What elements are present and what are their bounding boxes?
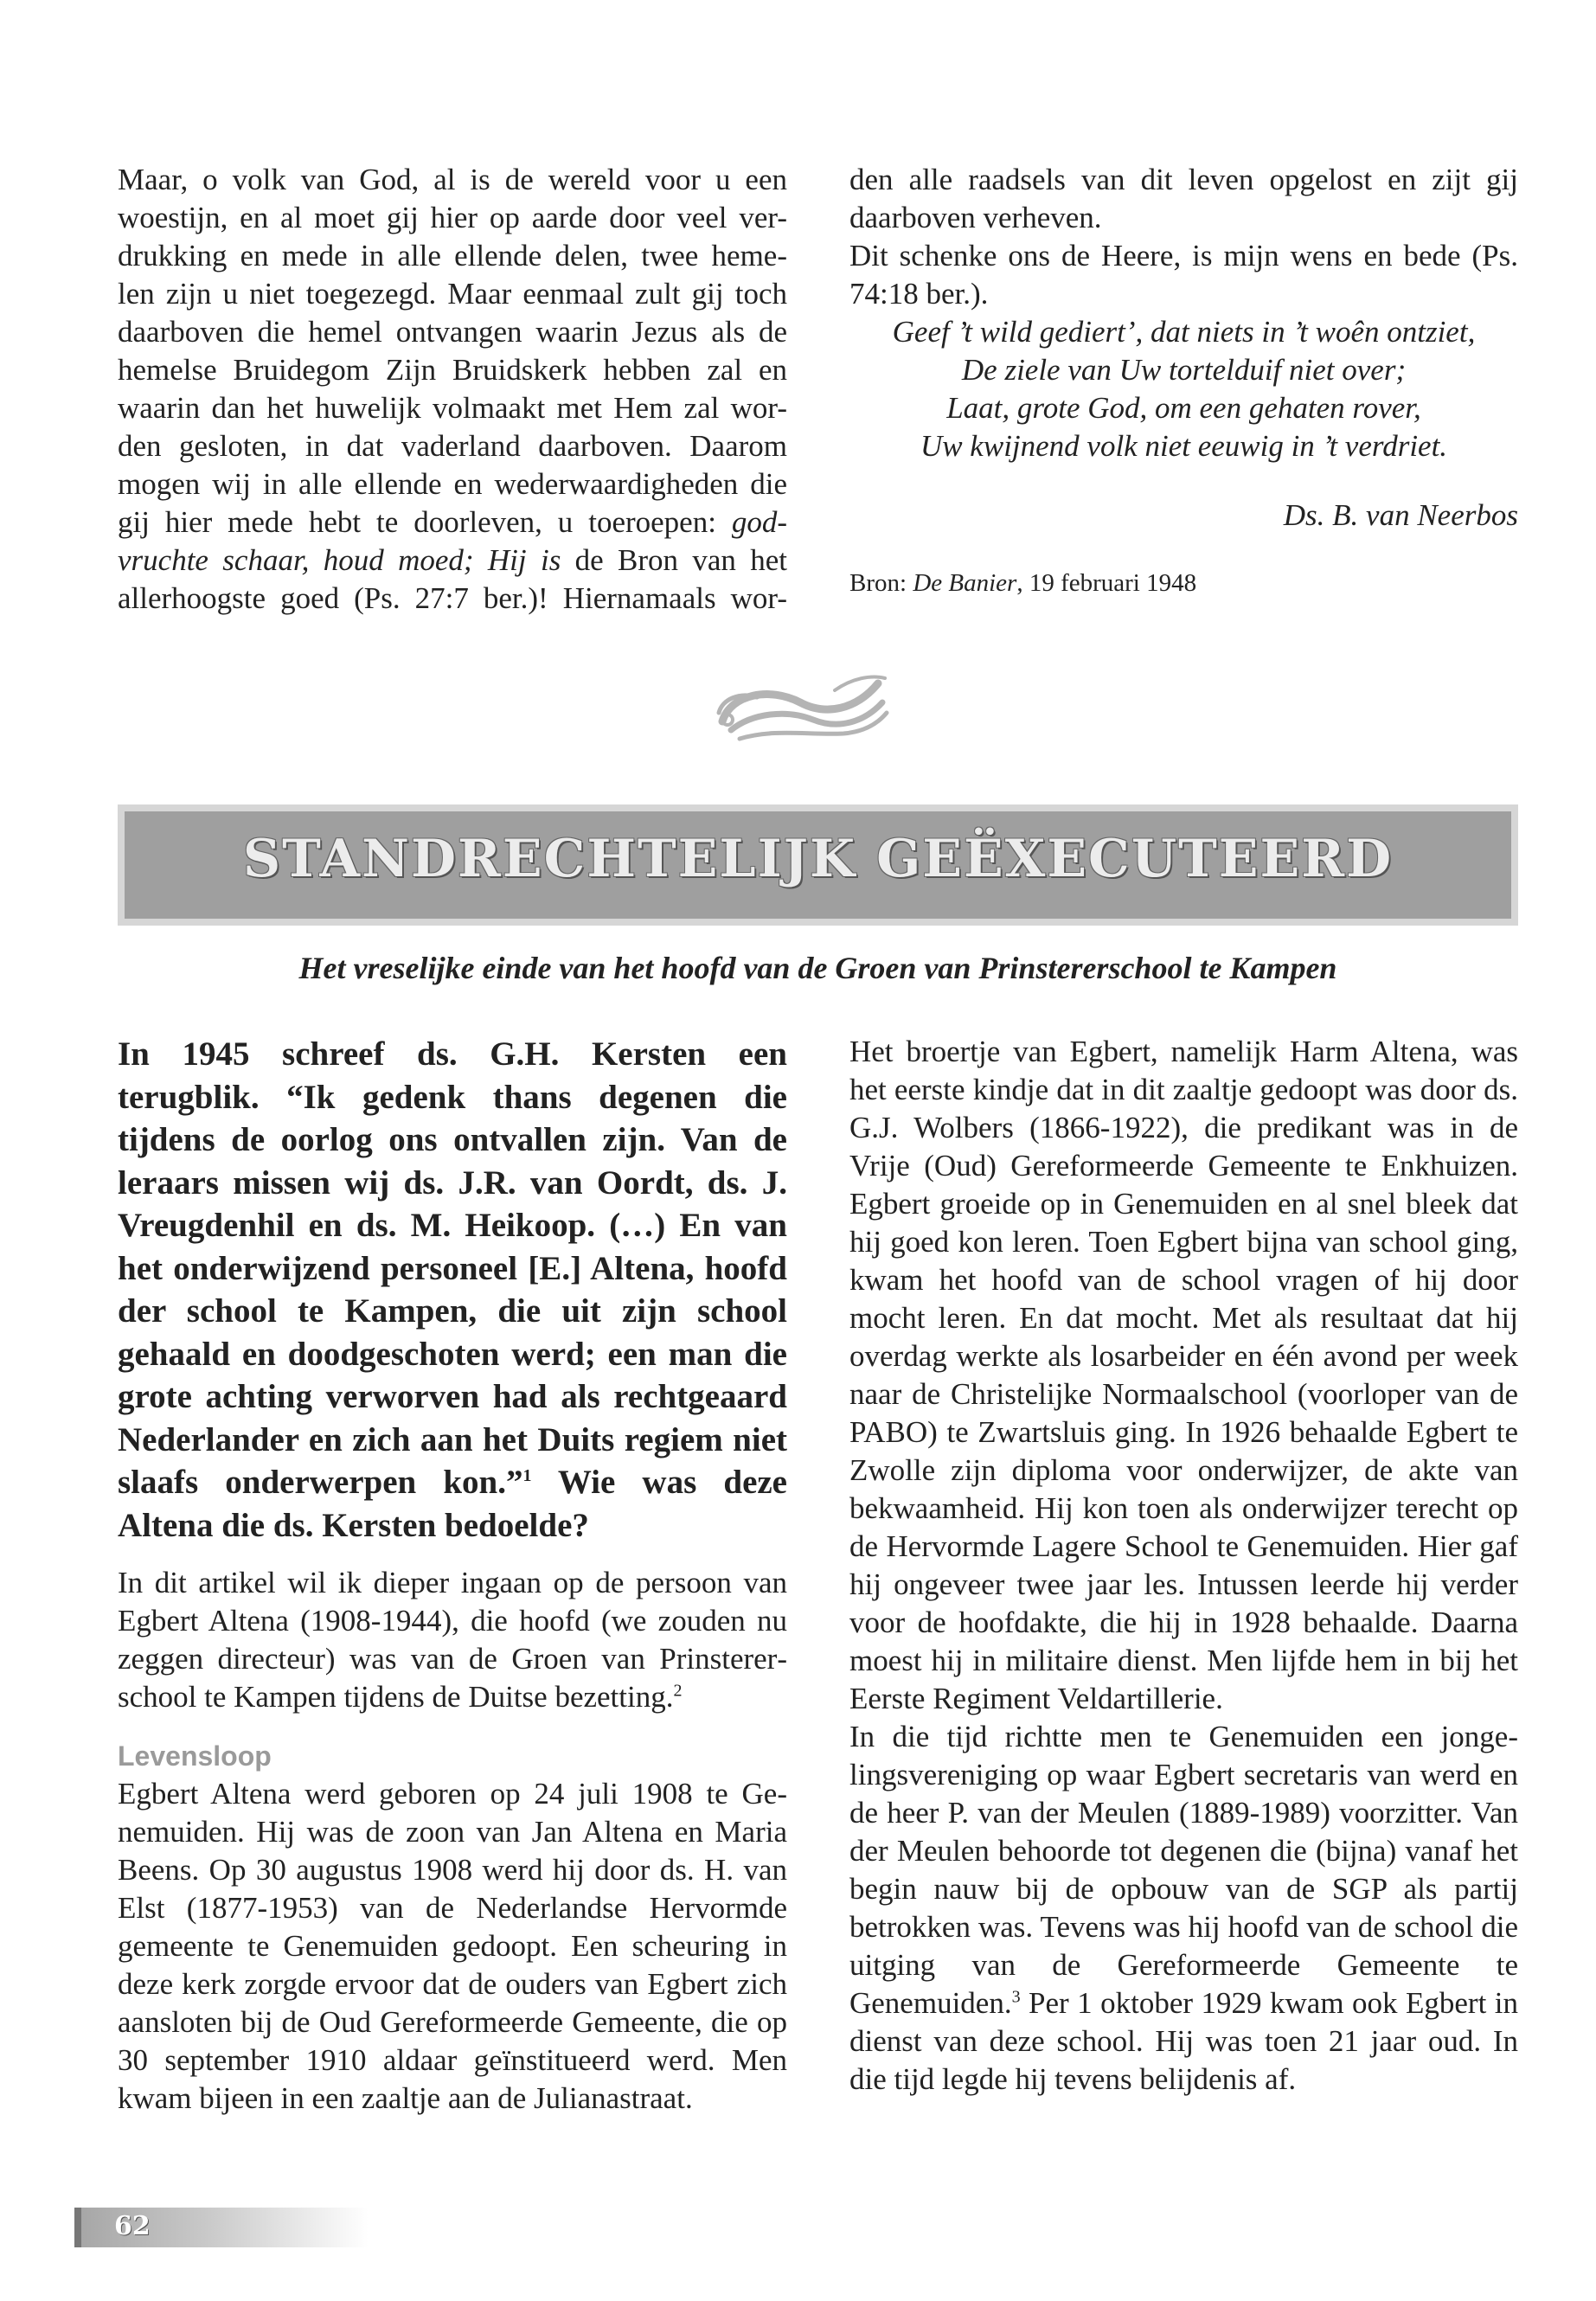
- top-left-line: hemelse Bruidegom Zijn Bruidskerk hebben zal en: [118, 353, 787, 387]
- poem-line: Laat, grote God, om een gehaten rover,: [946, 391, 1421, 425]
- article-right-column: [849, 1033, 1518, 2099]
- top-left-italic-line: gij hier mede hebt te doorleven, u toeroepen: god-: [118, 505, 787, 539]
- poem: [849, 313, 1518, 465]
- title-banner: [118, 804, 1518, 926]
- top-right-line: den alle raadsels van dit leven opgelost en zijt gij: [849, 163, 1518, 196]
- article-left-column: [118, 1033, 787, 2118]
- body-paragraph: Egbert Altena werd geboren op 24 juli 1908 te Genemuiden. Hij was de zoon van Jan Altena en Maria Beens. Op 30 augustus 1908 werd hij door ds. H. van Elst (1877-1953) van de Nederlandse Hervormde gemeente te Genemuiden gedoopt. Een scheuring in deze kerk zorgde ervoor dat de ouders van Egbert zich aansloten bij de Oud Gereformeerde Gemeente, die op 30 september 1910 aldaar geïnstitueerd werd. Men kwam bijeen in een zaaltje aan de Julianastraat.: [118, 1777, 787, 2115]
- intro-paragraph: In dit artikel wil ik dieper ingaan op de persoon van Egbert Altena (1908-1944), die hoofd (we zouden nu zeggen directeur) was van de Groen van Prinstererschool te Kampen tijdens de Duitse bezetting.$^2$: [118, 1566, 787, 1714]
- article-title: STANDRECHTELIJK GEËXECUTEERD: [242, 829, 1394, 889]
- signature: Ds. B. van Neerbos: [1283, 498, 1518, 532]
- footnote-ref: 2: [673, 1681, 683, 1701]
- top-left-line: den gesloten, in dat vaderland daarboven. Daarom: [118, 429, 787, 463]
- top-right-line: 74:18 ber.).: [849, 277, 989, 311]
- top-right-line: daarboven verheven.: [849, 201, 1102, 234]
- article-subtitle: Het vreselijke einde van het hoofd van de Groen van Prinstererschool te Kampen: [298, 951, 1337, 985]
- body-paragraph: In die tijd richtte men te Genemuiden een jongelingsvereniging op waar Egbert secretaris van werd en de heer P. van der Meulen (1889-1989) voorzitter. Van der Meulen behoorde tot degenen die (bijna) vanaf het begin nauw bij de opbouw van de SGP als partij betrokken was. Tevens was hij hoofd van de school die uitging van de Gereformeerde Gemeente te Genemuiden.$^3$ Per 1 oktober 1929 kwam ook Egbert in dienst van deze school. Hij was toen 21 jaar oud. In die tijd legde hij tevens belijdenis af.: [849, 1720, 1518, 2096]
- top-right-column: [849, 161, 1518, 535]
- top-left-column: [118, 161, 787, 618]
- top-left-line: woestijn, en al moet gij hier op aarde door veel ver-: [118, 201, 787, 234]
- footnote-ref: 3: [1011, 1987, 1021, 2007]
- poem-line: Uw kwijnend volk niet eeuwig in ’t verdriet.: [920, 429, 1448, 463]
- body-paragraph: Het broertje van Egbert, namelijk Harm Altena, was het eerste kindje dat in dit zaaltje gedoopt was door ds. G.J. Wolbers (1866-1922), die predikant was in de Vrije (Oud) Gereformeerde Gemeente te Enkhuizen. Egbert groeide op in Genemuiden en al snel bleek dat hij goed kon leren. Toen Egbert bijna van school ging, kwam het hoofd van de school vragen of hij door mocht leren. En dat mocht. Met als resultaat dat hij overdag werkte als losarbeider en één avond per week naar de Christelijke Normaalschool (voorloper van de PABO) te Zwartsluis ging. In 1926 behaalde Egbert te Zwolle zijn diploma voor onderwijzer, de akte van bekwaamheid. Hij kon toen als onderwijzer terecht op de Hervormde Lagere School te Genemuiden. Hier gaf hij ongeveer twee jaar les. Intussen leerde hij verder voor de hoofdakte, die hij in 1928 behaalde. Daarna moest hij in militaire dienst. Men lijfde hem in bij het Eerste Regiment Veldartillerie.: [849, 1035, 1518, 1715]
- top-left-line: daarboven die hemel ontvangen waarin Jezus als de: [118, 315, 787, 349]
- top-left-line: drukking en mede in alle ellende delen, twee heme-: [118, 239, 787, 272]
- top-right-line: Dit schenke ons de Heere, is mijn wens en bede (Ps.: [849, 239, 1518, 272]
- top-left-italic-line-2: vruchte schaar, houd moed; Hij is de Bron van het: [118, 543, 788, 577]
- top-left-line: Maar, o volk van God, al is de wereld voor u een: [118, 163, 787, 196]
- footnote-ref: 1: [522, 1466, 532, 1485]
- top-left-line: mogen wij in alle ellende en wederwaardigheden die: [118, 467, 787, 501]
- swirl-ornament-icon: [705, 659, 895, 754]
- page-number: 62: [114, 2211, 151, 2241]
- poem-line: Geef ’t wild gediert’, dat niets in ’t woên ontziet,: [892, 315, 1476, 349]
- lead-paragraph: In 1945 schreef ds. G.H. Kersten een terugblik. “Ik gedenk thans degenen die tijdens de oorlog ons ontvallen zijn. Van de leraars missen wij ds. J.R. van Oordt, ds. J. Vreugdenhil en ds. M. Heikoop. (…) En van het onderwijzend personeel [E.] Altena, hoofd der school te Kampen, die uit zijn school gehaald en doodgeschoten werd; een man die grote achting verworven had als rechtgeaard Nederlander en zich aan het Duits regiem niet slaafs onderwerpen kon.”$^1$ Wie was deze Altena die ds. Kersten bedoelde?: [118, 1035, 787, 1544]
- source-line: Bron: De Banier, 19 februari 1948: [849, 569, 1197, 597]
- top-left-line: len zijn u niet toegezegd. Maar eenmaal zult gij toch: [118, 277, 787, 311]
- section-heading: Levensloop: [118, 1740, 272, 1772]
- page-number-bar: [74, 2208, 369, 2247]
- poem-line: De ziele van Uw tortelduif niet over;: [961, 353, 1407, 387]
- top-left-last-line: allerhoogste goed (Ps. 27:7 ber.)! Hiernamaals wor-: [118, 581, 787, 615]
- top-left-line: waarin dan het huwelijk volmaakt met Hem zal wor-: [118, 391, 787, 425]
